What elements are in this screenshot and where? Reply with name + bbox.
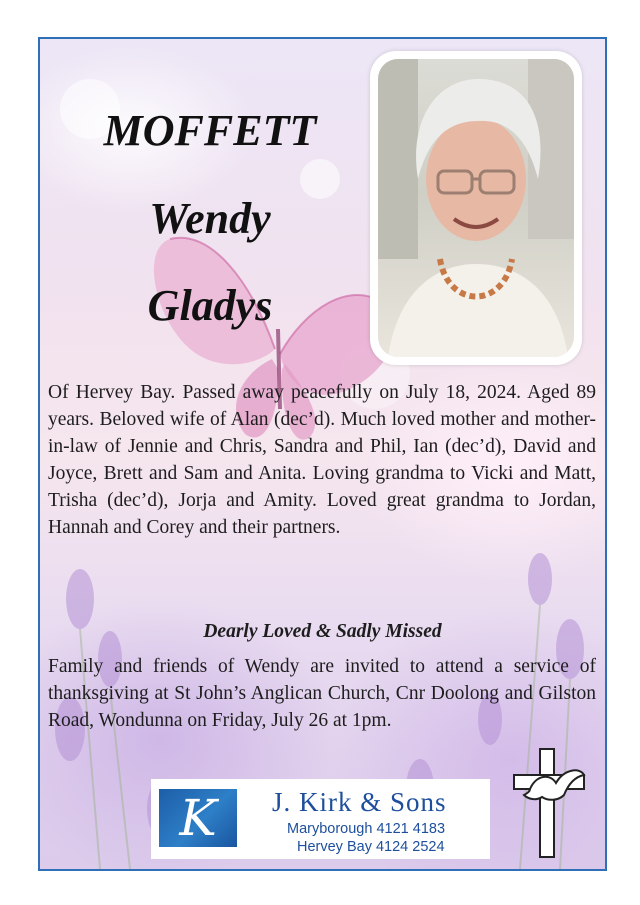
- portrait-photo: [378, 59, 574, 357]
- tagline: Dearly Loved & Sadly Missed: [203, 621, 442, 642]
- service-details: Family and friends of Wendy are invited to attend a service of thanksgiving at St John’s Anglican Church, Cnr Doolong and Gilston Road, Wondunna on Friday, July 26 at 1pm.: [48, 656, 596, 731]
- photo-frame: [370, 51, 582, 365]
- surname: MOFFETT: [103, 106, 317, 155]
- notice-frame: [38, 37, 607, 871]
- first-name: Wendy: [149, 194, 271, 243]
- bokeh-light: [300, 159, 340, 199]
- funeral-director-logo: [151, 779, 490, 859]
- logo-letter: K: [179, 789, 217, 847]
- k-logo-badge: [159, 789, 237, 847]
- branch-hervey-bay: Hervey Bay 4124 2524: [297, 839, 445, 855]
- obituary-text: Of Hervey Bay. Passed away peacefully on July 18, 2024. Aged 89 years. Beloved wife of Alan (dec’d). Much loved mother and mother-in-law of Jennie and Chris, Sandra and Phil, Ian (dec’d), David and Joyce, Brett and Sam and Anita. Loving grandma to Vicki and Matt, Trisha (dec’d), Jorja and Amity. Loved great grandma to Jordan, Hannah and Corey and their partners.: [48, 382, 596, 538]
- firm-name: J. Kirk & Sons: [272, 787, 447, 817]
- branch-maryborough: Maryborough 4121 4183: [287, 821, 446, 837]
- middle-name: Gladys: [147, 281, 273, 330]
- cross-with-dove-icon: [510, 745, 588, 861]
